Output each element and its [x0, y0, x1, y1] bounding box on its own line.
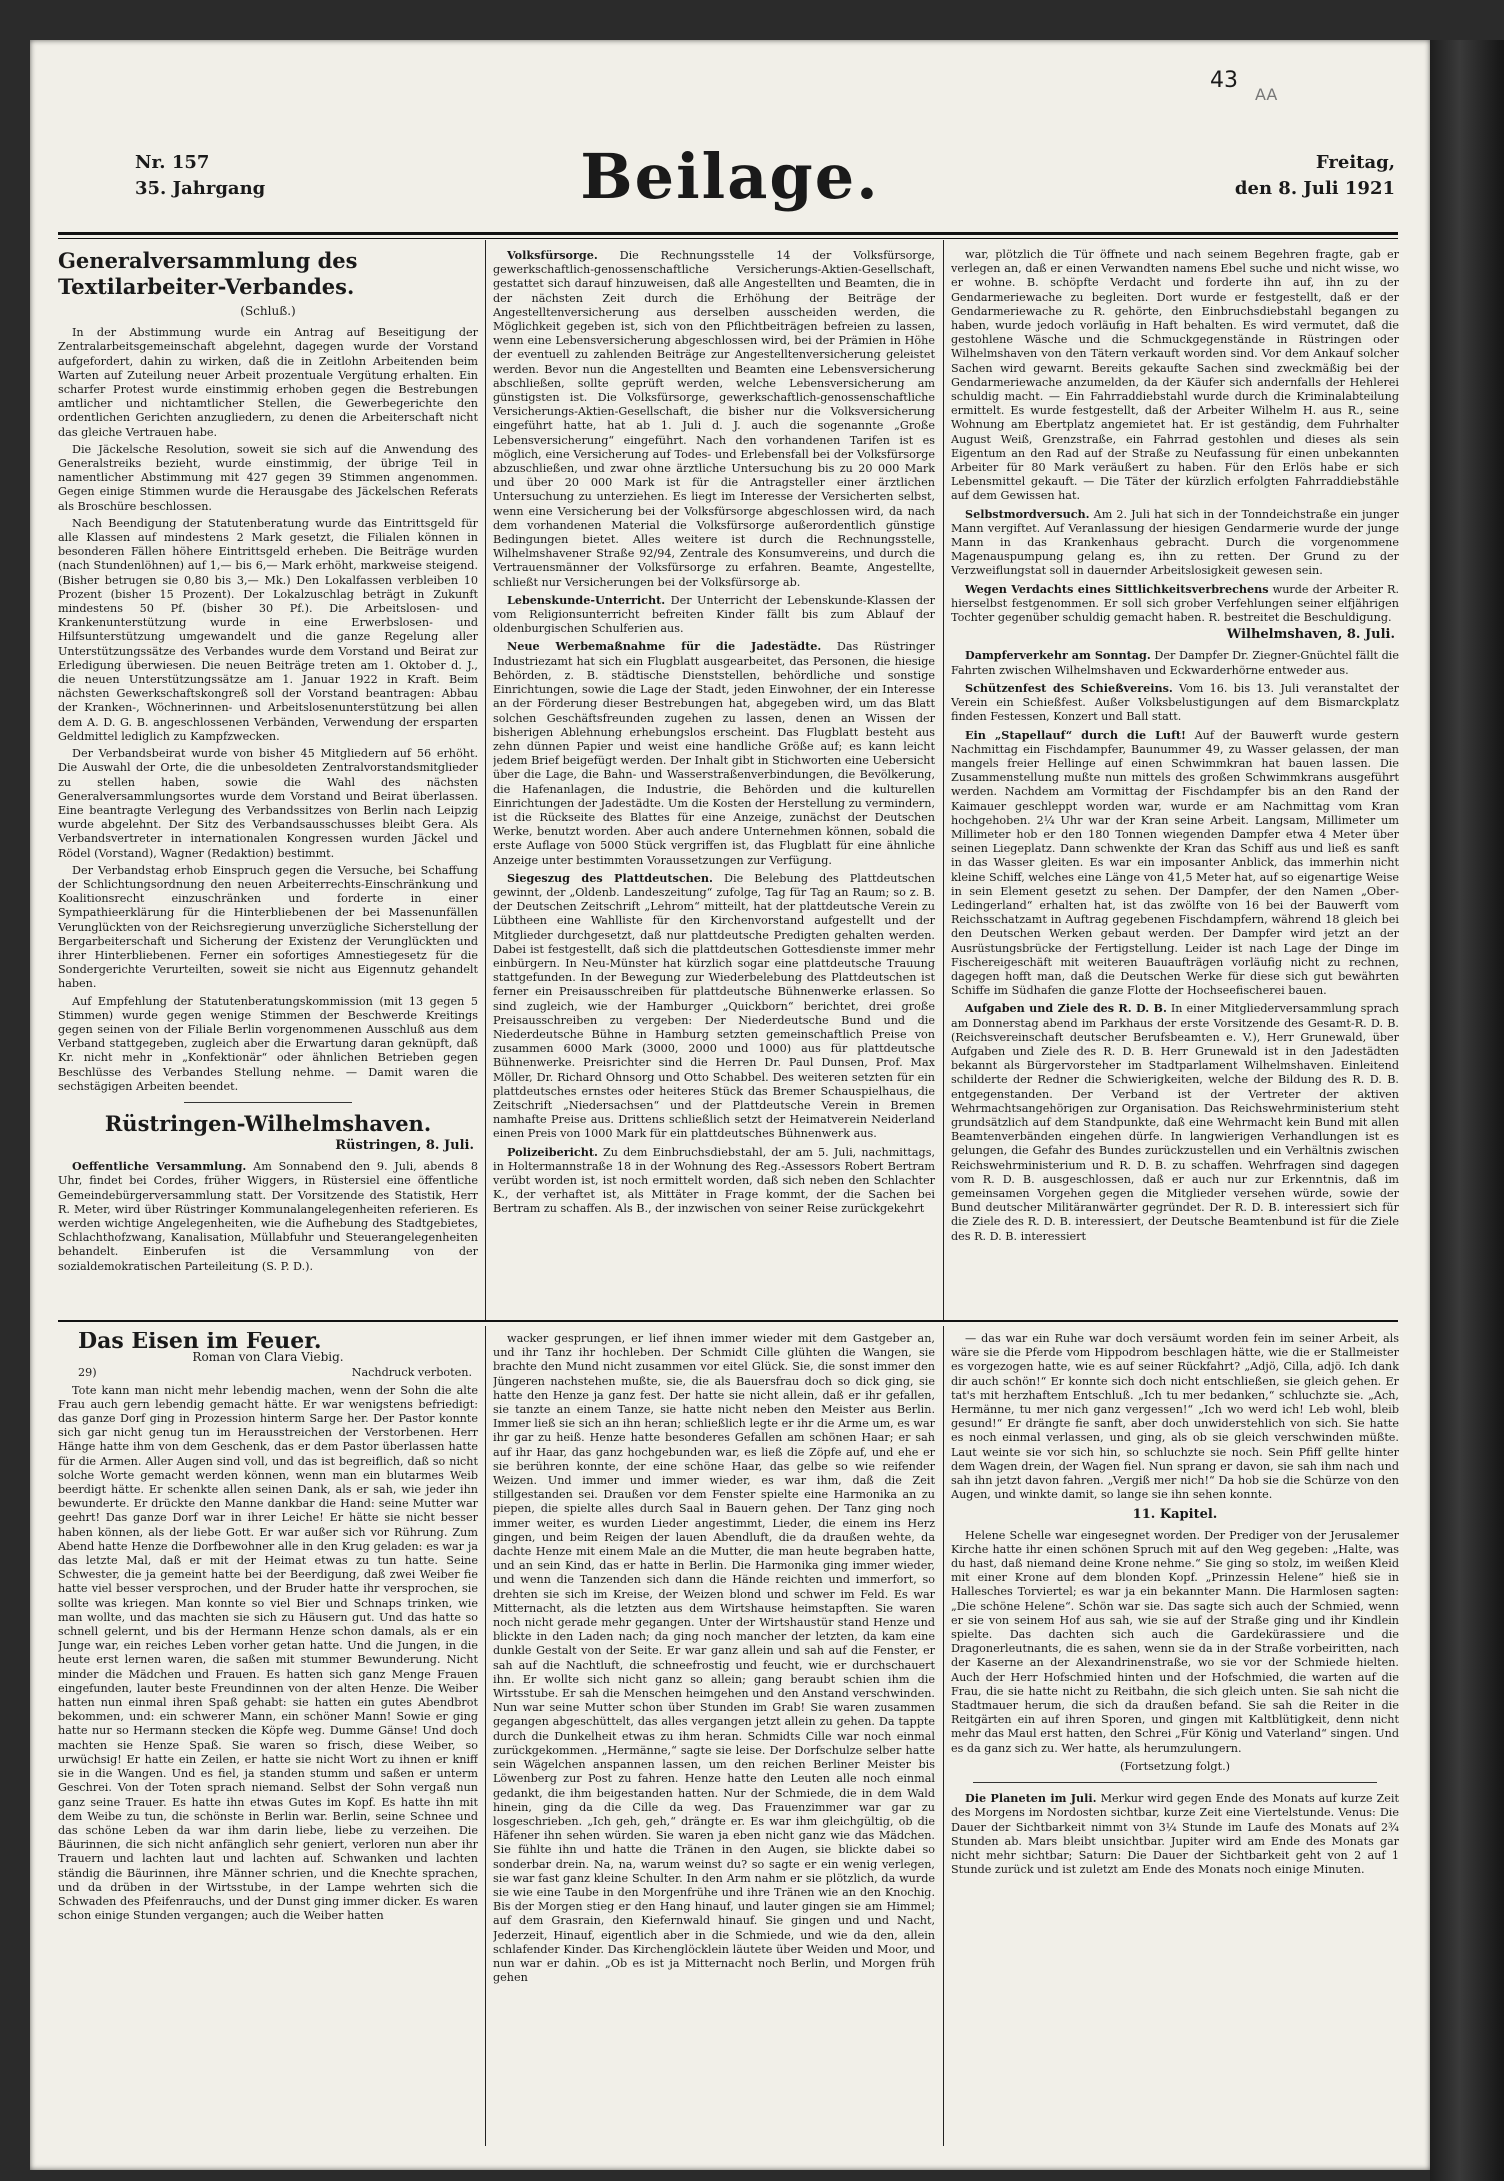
- masthead-title: Beilage.: [580, 140, 880, 213]
- novel-text: Helene Schelle war eingesegnet worden. Der Prediger von der Jerusalemer Kirche hatte ihr einen schönen Spruch mit auf den Weg gegeben: „Halte, was du hast, daß niemand deine Krone nehme.“ Sie ging so stolz, im weißen Kleid mit einer Krone auf dem blonden Kopf. „Prinzessin Helene“ hieß sie in Hallesches Torviertel; es war ja ein bekannter Mann. Die Harmlosen sagten: „Die schöne Helene“. Schön war sie. Das sagte sich auch der Schmied, wenn er sie von seinem Hof aus sah, wie sie auf der Straße ging und ihr Kindlein spielte. Das dachten sich auch die Gardekürassiere und die Dragonerleutnants, die es sahen, wenn sie da in der Straße vorbeiritten, nach der Kaserne an der Alexandrinenstraße, wo sie vor der Schmiede hielten. Auch der Herr Hofschmied hinten und der Hofschmied, die warten auf die Frau, die sie hatte nicht zu Reitbahn, die sich gleich unten. Sie sah nicht die Stadtmauer herum, die sich da draußen befand. Sie sah die Reiter in die Reitgärten ein auf ihren Sporen, und gingen mit Kaltblütigkeit, denn nicht mehr das Maul erst hatten, den Schrei „Für König und Vaterland“ singen. Und es da ganz sich zu. Wer hatte, als herumzulungern.: [951, 1528, 1399, 1755]
- column-divider: [943, 1326, 944, 2146]
- book-spine: [1430, 40, 1504, 2181]
- section-title: Rüstringen-Wilhelmshaven.: [104, 1110, 432, 1136]
- news-lead: Volksfürsorge.: [507, 248, 598, 262]
- column-divider: [485, 1326, 486, 2146]
- reprint-notice: Nachdruck verboten.: [351, 1366, 472, 1380]
- dateline: Rüstringen, 8. Juli.: [335, 1137, 474, 1153]
- news-lead: Schützenfest des Schießvereins.: [965, 680, 1173, 695]
- article-column-2: [493, 248, 935, 1316]
- separator: [184, 1102, 352, 1103]
- news-item: [493, 871, 935, 1142]
- news-text: Auf der Bauwerft wurde gestern Nachmittag ein Fischdampfer, Baunummer 49, zu Wasser gelassen, der man mangels freier Hellinge auf einen Schwimmkran hat bauen lassen. Die Zusammenstellung mußte nun mittels des großen Schwimmkrans ausgeführt werden. Nachdem am Vormittag der Fischdampfer bis an den Rand der Kaimauer geschleppt worden war, wurde er am Nachmittag vom Kran hochgehoben. 2¼ Uhr war der Kran seine Arbeit. Langsam, Millimeter um Millimeter hob er den 180 Tonnen wiegenden Dampfer etwa 4 Meter über seinen Liegeplatz. Dann schwenkte der Kran das Schiff aus und ließ es sanft in das Wasser gleiten. Es war ein imposanter Anblick, das immerhin nicht kleine Schiff, welches eine Länge von 41,5 Meter hat, auf so eigenartige Weise in sein Element gesetzt zu sehen. Der Dampfer, der den Namen „Ober-Ledingerland“ erhalten hat, ist das zwölfte von 16 bei der Bauwerft vom Reichsschatzamt in Auftrag gegebenen Fischdampfern, während 18 gleich bei den Deutschen Werken gebaut werden. Der Dampfer wird jetzt an der Ausrüstungsbrücke der Fertigstellung. Leider ist nach Lage der Dinge im Fischereigeschäft mit weiteren Bauaufträgen vorläufig nicht zu rechnen, dagegen hofft man, daß die Deutschen Werke für diese sich gut bewährten Schiffe im Südhafen die ganze Flotte der Hochseefischerei bauen.: [951, 728, 1399, 998]
- news-item: [493, 593, 935, 637]
- news-item: [493, 1145, 935, 1217]
- header-rule: [58, 232, 1398, 235]
- continuation-notice: (Fortsetzung folgt.): [1119, 1759, 1230, 1773]
- news-text: wurde der Arbeiter R. hierselbst festgenommen. Er soll sich grober Verfehlungen seiner elfjährigen Tochter gegenüber schuldig gemacht haben. R. bestreitet die Beschuldigung.: [951, 582, 1399, 625]
- news-text: Der Unterricht der Lebenskunde-Klassen der vom Religionsunterricht befreiten Kinder fällt bis zum Ablauf der oldenburgischen Schulferien aus.: [493, 593, 935, 636]
- news-lead: Die Planeten im Juli.: [965, 1791, 1097, 1806]
- news-lead: Dampferverkehr am Sonntag.: [965, 648, 1151, 663]
- news-item: [951, 1001, 1399, 1243]
- paragraph: Der Verbandstag erhob Einspruch gegen die Versuche, bei Schaffung der Schlichtungsordnung den neuen Arbeiterrechts-Einschränkung und Koalitionsrecht einzuschränken und forderte in einer Sympathieerklärung für die Hinterbliebenen der bei Massenunfällen Verunglückten von der Reichsregierung unverzügliche Sicherstellung der Bergarbeiterschaft und Sicherung der Existenz der Verunglückten und ihrer Hinterbliebenen. Ferner ein sofortiges Amnestiegesetz für die Sondergerichte Verurteilten, soweit sie nicht aus Eigennutz gehandelt haben.: [58, 863, 478, 991]
- column-divider: [485, 240, 486, 1320]
- news-text: Die Belebung des Plattdeutschen gewinnt, der „Oldenb. Landeszeitung“ zufolge, Tag für Tag an Raum; so z. B. der Deutschen Zeitschrift „Lehrom“ mitteilt, hat der plattdeutsche Verein zu Lübtheen eine Wahlliste für den Kirchenvorstand aufgestellt und der Mitglieder durchgesetzt, daß nur plattdeutsche Predigten gehalten werden. Dabei ist festgestellt, daß sich die plattdeutschen Gottesdienste immer mehr einbürgern. In Neu-Münster hat kürzlich sogar eine plattdeutsche Trauung stattgefunden. In der Bewegung zur Wiederbelebung des Plattdeutschen ist ferner ein Preisausschreiben für plattdeutsche Bühnenwerke erlassen. So sind zugleich, wie der Hamburger „Quickborn“ berichtet, drei große Preisausschreiben zu vergeben: Der Niederdeutsche Bund und die Niederdeutsche Bühne in Hamburg setzten gemeinschaftlich Preise von zusammen 6000 Mark (3000, 2000 und 1000) aus für plattdeutsche Bühnenwerke. Preisrichter sind die Herren Dr. Paul Dunsen, Prof. Max Möller, Dr. Richard Ohnsorg und Otto Schabbel. Des weiteren setzten für ein plattdeutsches ernstes oder heiteres Stück das Bremer Schauspielhaus, die Zeitschrift „Niedersachsen“ und der Plattdeutsche Verein in Bremen namhafte Preise aus. Drittens schließlich setzt der Heimatverein Neiderland einen Preis von 1000 Mark für ein plattdeutsches Bühnenwerk aus.: [493, 871, 935, 1141]
- news-item: [58, 1159, 478, 1274]
- news-lead: Siegeszug des Plattdeutschen.: [507, 870, 713, 885]
- news-lead: Oeffentliche Versammlung.: [72, 1159, 247, 1174]
- news-lead: Aufgaben und Ziele des R. D. B.: [965, 1001, 1167, 1016]
- news-item: [951, 648, 1399, 677]
- paragraph: Die Jäckelsche Resolution, soweit sie sich auf die Anwendung des Generalstreiks bezieht, wurde einstimmig, der übrige Teil in namentlicher Abstimmung mit 427 gegen 39 Stimmen angenommen. Gegen einige Stimmen wurde die Herausgabe des Jäckelschen Referats als Broschüre beschlossen.: [58, 442, 478, 513]
- news-text: Der Dampfer Dr. Ziegner-Gnüchtel fällt die Fahrten zwischen Wilhelmshaven und Eckwarderhörne entweder aus.: [951, 649, 1399, 677]
- paragraph: Auf Empfehlung der Statutenberatungskommission (mit 13 gegen 5 Stimmen) wurde gegen wenige Stimmen der Beschwerde Kreitings gegen seinen von der Filiale Berlin vorgenommenen Ausschluß aus dem Verband stattgegeben, zugleich aber die Erwartung daran geknüpft, daß Kr. nicht mehr in „Konfektionär“ oder ähnlichen Betrieben gegen Beschlüsse des Verbandes Stellung nehme. — Damit waren die sechstägigen Arbeiten beendet.: [58, 994, 478, 1093]
- news-text: Zu dem Einbruchsdiebstahl, der am 5. Juli, nachmittags, in Holtermannstraße 18 in der Wohnung des Reg.-Assessors Robert Bertram verübt worden ist, ist noch ermittelt worden, daß sich neben den Schlachter K., der verhaftet ist, als Mittäter in Frage kommt, der die Sachen bei Bertram zu schaffen. Als B., der inzwischen von seiner Reise zurückgekehrt: [493, 1145, 935, 1216]
- column-divider: [943, 240, 944, 1320]
- news-item: [493, 248, 935, 590]
- novel-column-2: [493, 1332, 935, 2144]
- novel-text: Tote kann man nicht mehr lebendig machen, wenn der Sohn die alte Frau auch gern lebendig gemacht hätte. Er war wenigstens befriedigt: das ganze Dorf ging in Prozession hinterm Sarge her. Der Pastor konnte sich gar nicht genug tun im Herausstreichen der Verstorbenen. Herr Hänge hatte ihm von dem Geschenk, das er dem Pastor überlassen hatte für die Armen. Aller Augen sind voll, und das ist begreiflich, daß so nicht solche Worte gemacht werden können, wenn man ein blutarmes Weib beerdigt hätte. Er schenkte allen seinen Dank, als er sah, wie jeder ihn bewunderte. Er drückte den Manne dankbar die Hand: seine Mutter war geehrt! Das ganze Dorf war in ihrer Leiche! Er hätte sie nicht besser haben können, als der liebe Gott. Er war außer sich vor Rührung. Zum Abend hatte Henze die Dorfbewohner alle in den Krug geladen: es war ja das letzte Mal, daß er mit der Heimat etwas zu tun hatte. Seine Schwester, die ja gemeint hatte bei der Beerdigung, daß zwei Weiber fie hatte viel besser versprochen, und der Bruder hatte ihr versprochen, sie sollte was kriegen. Man konnte so viel Bier und Schnaps trinken, wie man wollte, und das machten sie sich zu Häusern gut. Und das hatte so schnell gelernt, und bis der Hermann Henze schon damals, als er ein Junge war, ein reiches Leben vorher getan hatte. Und die Jungen, in die heute erst lernen waren, die saßen mit stummer Bewunderung. Nicht minder die Mädchen und Frauen. Es hatten sich ganz Menge Frauen eingefunden, lauter beste Freundinnen von der alten Henze. Die Weiber hatten nun einmal ihren Spaß gehabt: sie hatten ein gutes Abendbrot bekommen, und: ein schwerer Mann, ein schöner Mann! Sowie er ging hatte nur so Hermann stecken die Köpfe weg. Dumme Gänse! Und doch machten sie Henze Spaß. Sie waren so frisch, diese Weiber, so urwüchsig! Er hatte ein Zeilen, er hatte sie nicht Wort zu ihnen er kniff sie in die Wangen. Und es fiel, ja standen stumm und saßen er unterm Geschrei. Von der Toten sprach niemand. Selbst der Sohn vergaß nun ganz seine Trauer. Es hatte ihn etwas Gutes im Kopf. Es hatte ihn mit dem Weibe zu tun, die schönste in Berlin war. Berlin, seine Schnee und das schöne Leben da war ihm darin liebe, liebe zu verzeihen. Die Bäurinnen, die sich nicht anfänglich sehr geniert, verloren nun aber ihr Trauern und lachten laut und lachten auf. Schwanken und lachten ständig die Bäurinnen, ihre Männer schrien, und die Knechte sprachen, und da drüben in der Wirtsstube, in der Lampe wehrten sich die Schwaden des Pfeifenrauchs, und der Dunst ging immer dicker. Es waren schon einige Stunden vergangen; auch die Weiber hatten: [58, 1383, 478, 1923]
- news-text: Die Rechnungsstelle 14 der Volksfürsorge, gewerkschaftlich-genossenschaftliche Versicherungs-Aktien-Gesellschaft, gestattet sich darauf hinzuweisen, daß alle Angestellten und Beamten, die in der nächsten Zeit durch die Erhöhung der Beiträge der Angestelltenversicherung aus derselben ausscheiden werden, die Möglichkeit gegeben ist, sich von den Pflichtbeiträgen befreien zu lassen, wenn eine Lebensversicherung abgeschlossen wird, bei der Prämien in Höhe der eventuell zu zahlenden Beiträge zur Angestelltenversicherung geleistet werden. Bevor nun die Angestellten und Beamten eine Lebensversicherung abschließen, sollte geprüft werden, welche Lebensversicherung am günstigsten ist. Die Volksfürsorge, gewerkschaftlich-genossenschaftliche Versicherungs-Aktien-Gesellschaft, die bisher nur die Volksversicherung eingeführt hatte, hat ab 1. Juli d. J. auch die sogenannte „Große Lebensversicherung“ eingeführt. Nach den vorhandenen Tarifen ist es möglich, eine Versicherung auf Todes- und Erlebensfall bei der Volksfürsorge abzuschließen, und zwar ohne ärztliche Untersuchung bis zu 20 000 Mark und über 20 000 Mark ist für die Antragsteller einer ärztlichen Untersuchung zu unterziehen. Es liegt im Interesse der Versicherten selbst, wenn eine Versicherung bei der Volksfürsorge abgeschlossen wird, da nach dem vorhandenen Material die Volksfürsorge außerordentlich günstige Bedingungen bietet. Alles weitere ist durch die Rechnungsstelle, Wilhelmshavener Straße 92/94, Zentrale des Konsumvereins, und durch die Vertrauensmänner der Volksfürsorge zu erfahren. Beamte, Angestellte, schließt nur Versicherungen bei der Volksfürsorge ab.: [493, 249, 935, 589]
- article-column-1: [58, 248, 478, 1316]
- header-rule-thin: [58, 238, 1398, 239]
- novel-author: Roman von Clara Viebig.: [192, 1350, 344, 1365]
- masthead-right: [1095, 150, 1395, 202]
- article-column-3: [951, 248, 1399, 1316]
- news-item: [951, 681, 1399, 725]
- news-lead: Neue Werbemaßnahme für die Jadestädte.: [507, 639, 822, 654]
- news-lead: Ein „Stapellauf“ durch die Luft!: [965, 727, 1186, 742]
- novel-text: wacker gesprungen, er lief ihnen immer wieder mit dem Gastgeber an, und ihr Tanz ihr hochleben. Der Schmidt Cille glühten die Wangen, sie brachte den Mund nicht zusammen vor eitel Glück. Sie, die sonst immer den Jüngeren nachstehen mußte, sie, die als Bauersfrau doch so dick ging, sie hatte den Henze ja ganz fest. Der hatte sie nicht allein, daß er ihr gefallen, sie tanzte an einem Tanze, sie hatte nicht neben den Meister aus Berlin. Immer ließ sie sich an ihn heran; schließlich legte er ihr die Arme um, es war ihr gar zu heiß. Henze hatte besonderes Gefallen am schönen Haar; er sah auf ihr Haar, das ganz hochgebunden war, es ließ die Zöpfe auf, und ehe er sie berühren konnte, der eine schöne Haar, das gelbe so wie reifender Weizen. Und immer und immer wieder, es war ihm, daß die Zeit stillgestanden sei. Draußen vor dem Fenster spielte eine Harmonika an zu piepen, die spielte alles durch Saal in Bauern gehen. Der Tanz ging noch immer weiter, es wurden Lieder angestimmt, Lieder, die einem ins Herz gingen, und beim Reigen der lauen Abendluft, die da draußen wehte, da dachte Henze mit einem Male an die Mutter, die man heute begraben hatte, und an sein Kind, das er hatte in Berlin. Die Harmonika ging immer wieder, und wenn die Tanzenden sich dann die Hände reichten und immerfort, so drehten sie sich im Kreise, der Weizen blond und schwer im Feld. Es war Mitternacht, als die letzten aus dem Wirtshause heimstapften. Sie waren noch nicht gerade mehr gegangen. Unter der Wirtshaustür stand Henze und blickte in den Laden nach; da ging noch mancher der letzten, da kam eine dunkle Gestalt von der Seite. Er war ganz allein und sah auf die Fenster, er sah auf die Nachtluft, die schneefrostig und feucht, wie er durchschauert ihn. Er wollte sich nicht ganz so allein; gang beraubt schien ihm die Wirtsstube. Er sah die Menschen heimgehen und den Anstand verschwinden. Nun war seine Mutter schon über Stunden im Grab! Sie waren zusammen gegangen abgeschüttelt, das alles vergangen jetzt allein zu gehen. Da tappte durch die Dunkelheit etwas zu ihm heran. Schmidts Cille war noch einmal zurückgekommen. „Hermänne,“ sagte sie leise. Der Dorfschulze selber hatte sein Wägelchen anspannen lassen, um den reichen Berliner Meister bis Löwenberg zur Post zu fahren. Henze hatte den Leuten alle noch einmal gedankt, die ihm beigestanden hatten. Nur der Schmiede, die in dem Wald hinein, ging da die Cille da weg. Das Frauenzimmer war gar zu losgeschrieben. „Ich geh, geh,“ drängte er. Es war ihm gleichgültig, ob die Häfener ihn sehen würden. Sie waren ja eben nicht ganz wie das Mädchen. Sie fühlte ihn und hatte die Tränen in den Augen, sie blickte dabei so sonderbar drein. Na, na, warum weinst du? so sagte er ein wenig verlegen, sie war fast ganz kleine Schulter. In den Arm nahm er sie plötzlich, da wurde sie wie eine Taube in den Morgenfrühe und ihre Tränen wie an den Knochig. Bis der Morgen stieg er den Hang hinauf, und lauter gingen sie am Himmel; auf dem Grasrain, den Kiefernwald hinauf. Sie gingen und und Nacht, Jederzeit, Hinauf, eigentlich aber in die Schmiede, und wie da den, allein schlafender Kinder. Das Kirchenglöcklein läutete über Weiden und Moor, und nun war er dahin. „Ob es ist ja Mitternacht noch Berlin, und Morgen früh gehen: [493, 1332, 935, 1985]
- news-lead: Wegen Verdachts eines Sittlichkeitsverbrechens: [965, 581, 1269, 596]
- news-lead: Polizeibericht.: [507, 1144, 598, 1159]
- news-item: [951, 728, 1399, 999]
- news-text: Am Sonnabend den 9. Juli, abends 8 Uhr, findet bei Cordes, früher Wiggers, in Rüstersiel eine öffentliche Gemeindebürgerversammlung statt. Der Vorsitzende des Statistik, Herr R. Meter, wird über Rüstringer Kommunalangelegenheiten referieren. Es werden wichtige Angelegenheiten, wie die Aufhebung des Stadtgebietes, Schlachthofzwang, Kanalisation, Müllabfuhr und Steuerangelegenheiten behandelt. Einberufen ist die Versammlung von der sozialdemokratischen Parteileitung (S. P. D.).: [58, 1160, 478, 1273]
- news-item: [493, 639, 935, 867]
- volume: 35. Jahrgang: [135, 178, 266, 199]
- news-text: war, plötzlich die Tür öffnete und nach seinem Begehren fragte, gab er verlegen an, daß er einen Verwandten namens Ebel suche und nicht wisse, wo er wohne. B. schöpfte Verdacht und forderte ihn auf, ihn zu der Gendarmeriewache zu begleiten. Dort wurde er festgestellt, daß er der Gendarmeriewache zu R. gehörte, den Einbruchsdiebstahl begangen zu haben, wurde jedoch vorläufig in Haft behalten. Es wird vermutet, daß die gestohlene Wäsche und die Schmuckgegenstände in Rüstringen oder Wilhelmshaven von den Tätern verkauft worden sind. Vor dem Ankauf solcher Sachen wird gewarnt. Bereits gekaufte Sachen sind zweckmäßig bei der Gendarmeriewache anzumelden, da der Käufer sich andernfalls der Hehlerei schuldig macht. — Ein Fahrraddiebstahl wurde durch die Kriminalabteilung ermittelt. Es wurde festgestellt, daß der Arbeiter Wilhelm H. aus R., seine Wohnung am Ebertplatz angemietet hat. Er ist geständig, dem Fuhrhalter August Weiß, Grenzstraße, ein Fahrrad gestohlen und dieses als sein Eigentum an den Rad auf der Straße zu Neufassung für einen unbekannten Arbeiter für 80 Mark veräußert zu haben. Für den Erlös habe er sich Lebensmittel gekauft. — Die Täter der kürzlich erfolgten Fahrraddiebstähle auf dem Gewissen hat.: [951, 248, 1399, 503]
- news-lead: Selbstmordversuch.: [965, 506, 1090, 521]
- newspaper-page: [30, 40, 1430, 2170]
- separator: [973, 1782, 1376, 1783]
- news-item: [951, 582, 1399, 626]
- article-title: Generalversammlung des Textilarbeiter-Verbandes.: [58, 248, 358, 299]
- masthead-left: [135, 150, 265, 202]
- paragraph: Nach Beendigung der Statutenberatung wurde das Eintrittsgeld für alle Klassen auf mindestens 2 Mark gesetzt, die Filialen können in besonderen Fällen höhere Eintrittsgeld erheben. Die Beiträge wurden (nach Stundenlöhnen) auf 1,— bis 6,— Mark erhöht, markweise steigend. (Bisher betrugen sie 0,80 bis 3,— Mk.) Den Lokalfassen verbleiben 10 Prozent (bisher 15 Prozent). Der Lokalzuschlag beträgt in Zukunft mindestens 50 Pf. (bisher 30 Pf.). Die Arbeitslosen- und Krankenunterstützung wurde in eine Erwerbslosen- und Hilfsunterstützung umgewandelt und die ganze Regelung aller Unterstützungssätze des Verbandes wurde dem Vorstand und Beirat zur Erledigung überwiesen. Die neuen Beiträge treten am 1. Oktober d. J., die neuen Unterstützungssätze am 1. Januar 1922 in Kraft. Beim nächsten Gewerkschaftskongreß soll der Vorstand beantragen: Abbau der Kranken-, Wöchnerinnen- und Arbeitslosenunterstützung bei allen dem A. D. G. B. angeschlossenen Verbänden, Verwendung der ersparten Geldmittel lediglich zu Kampfzwecken.: [58, 516, 478, 743]
- news-text: Vom 16. bis 13. Juli veranstaltet der Verein ein Schießfest. Außer Volksbelustigungen auf dem Bismarckplatz finden Festessen, Konzert und Ball statt.: [951, 681, 1399, 724]
- paragraph: Der Verbandsbeirat wurde von bisher 45 Mitgliedern auf 56 erhöht. Die Auswahl der Orte, die die unbesoldeten Zentralvorstandsmitglieder zu stellen haben, sowie die Wahl des nächsten Generalversammlungsortes wurde dem Vorstand und Beirat überlassen. Eine beantragte Verlegung des Verbandssitzes von Berlin nach Leipzig wurde abgelehnt. Der Sitz des Verbandsausschusses bleibt Gera. Als Verbandsvertreter in internationalen Kongressen wurden Jäckel und Rödel (Vorstand), Wagner (Redaktion) bestimmt.: [58, 747, 478, 860]
- page-number: 43: [1210, 68, 1238, 93]
- news-text: Merkur wird gegen Ende des Monats auf kurze Zeit des Morgens im Nordosten sichtbar, kurze Zeit eine Viertelstunde. Venus: Die Dauer der Sichtbarkeit nimmt von 3¼ Stunde im Laufe des Monats auf 2¾ Stunden ab. Mars bleibt unsichtbar. Jupiter wird am Ende des Monats gar nicht mehr sichtbar; Saturn: Die Dauer der Sichtbarkeit geht von 2 auf 1 Stunde zurück und ist zuletzt am Ende des Monats noch einige Minuten.: [951, 1792, 1399, 1877]
- news-text: In einer Mitgliederversammlung sprach am Donnerstag abend im Parkhaus der erste Vorsitzende des Gesamt-R. D. B. (Reichsvereinschaft deutscher Berufsbeamten e. V.), Herr Grunewald, über Aufgaben und Ziele des R. D. B. Herr Grunewald ist in den Jadestädten bekannt als Bürgervorsteher im Stadtparlament Wilhelmshaven. Einleitend schilderte der Redner die Schwierigkeiten, welche der Bildung des R. D. B. entgegenstanden. Der Verband ist der Vertreter der aktiven Wehrmachtsangehörigen zur Organisation. Das Reichswehrministerium steht grundsätzlich auf dem Standpunkte, daß eine Wehrmacht kein Bund mit allen Beamtenverbänden eingehen dürfe. In langwierigen Verhandlungen ist es gelungen, die Gefahr des Bundes zurückzustellen und ein Verhältnis zwischen Reichswehrministerium und R. D. B. zu schaffen. Wehrfragen sind dagegen vom R. D. B. ausgeschlossen, daß er auch nur zur Erkenntnis, daß im gemeinsamen Vorgehen gegen die Mitglieder versehen würde, sowie der Bund deutscher Militäranwärter gegründet. Der R. D. B. interessiert sich für die Ziele des R. D. B. interessiert, der Deutsche Beamtenbund ist für die Ziele des R. D. B. interessiert: [951, 1002, 1399, 1243]
- novel-column-1: [58, 1332, 478, 2144]
- pencil-mark: AA: [1255, 85, 1278, 104]
- chapter-heading: 11. Kapitel.: [1132, 1507, 1218, 1523]
- novel-title: Das Eisen im Feuer.: [78, 1332, 322, 1354]
- news-text: Am 2. Juli hat sich in der Tonndeichstraße ein junger Mann vergiftet. Auf Veranlassung der hiesigen Gendarmerie wurde der junge Mann in das Krankenhaus gebracht. Durch die vorgenommene Magenauspumpung gelang es, ihn zu retten. Der Grund zu der Verzweiflungstat soll in dauernder Arbeitslosigkeit gewesen sein.: [951, 507, 1399, 578]
- installment-number: 29): [78, 1366, 97, 1380]
- feuilleton-rule: [58, 1320, 1398, 1322]
- news-item: [951, 1791, 1399, 1877]
- news-item: [951, 507, 1399, 579]
- issue-number: Nr. 157: [135, 152, 210, 173]
- paragraph: In der Abstimmung wurde ein Antrag auf Beseitigung der Zentralarbeitsgemeinschaft abgelehnt, dagegen wurde der Vorstand aufgefordert, dahin zu wirken, daß die in Zeitlohn Arbeitenden beim Warten auf Zuteilung neuer Arbeit prozentuale Vergütung erhalten. Ein scharfer Protest wurde einstimmig erhoben gegen die Bestrebungen amtlicher und nichtamtlicher Stellen, die Gewerbegerichte den ordentlichen Gerichten anzugliedern, zu denen die Arbeiterschaft nicht das gleiche Vertrauen habe.: [58, 326, 478, 439]
- weekday: Freitag,: [1315, 152, 1395, 173]
- issue-date: den 8. Juli 1921: [1234, 178, 1395, 199]
- news-text: Das Rüstringer Industriezamt hat sich ein Flugblatt ausgearbeitet, das Personen, die hiesige Behörden, z. B. städtische Dienststellen, behördliche und sonstige Einrichtungen, sowie die Lage der Stadt, jeden Einwohner, der ein Interesse an der Förderung dieser Bestrebungen hat, abgegeben wird, um das Blatt solchen Geschäftsfreunden zugehen zu lassen, denen an Wissen der bisherigen Ablehnung erhebungslos erscheint. Das Flugblatt besteht aus zehn dünnen Papier und weist eine handliche Größe auf; es kann leicht jedem Brief beigefügt werden. Der Inhalt gibt in Stichworten eine Uebersicht über die Lage, die Bahn- und Wasserstraßenverbindungen, die Bevölkerung, die Hafenanlagen, die Industrie, die Behörden und die kulturellen Einrichtungen der Jadestädte. Um die Kosten der Herstellung zu vermindern, ist die Rückseite des Blattes für eine Anzeige, zunächst der Deutschen Werke, benutzt worden. Aber auch andere Unternehmen können, sobald die erste Auflage von 5000 Stück vergriffen ist, das Flugblatt für eine ähnliche Anzeige unter bestimmten Voraussetzungen zur Verfügung.: [493, 640, 935, 867]
- news-lead: Lebenskunde-Unterricht.: [507, 592, 666, 607]
- dateline: Wilhelmshaven, 8. Juli.: [1226, 627, 1395, 643]
- novel-column-3: [951, 1332, 1399, 2144]
- novel-text: — das war ein Ruhe war doch versäumt worden fein im seiner Arbeit, als wäre sie die Pferde vom Hippodrom beschlagen hätte, wie die er Stallmeister es vorgezogen hatte, wie es auf seiner Rückfahrt? „Adjö, Cilla, adjö. Ich dank dir auch schön!“ Er konnte sich doch nicht entschließen, sie gleich gehen. Er tat's mit herzhaftem Entschluß. „Ich tu mer bedanken,“ schluchzte sie. „Ach, Hermänne, tu mer nich ganz vergessen!“ „Ich wo werd ich! Leb wohl, bleib gesund!“ Er drängte fie sanft, aber doch unwiderstehlich von sich. Sie hatte es noch einmal verlassen, und ging, als ob sie gleich verschwinden müßte. Laut weinte sie vor sich hin, so schluchzte sie noch. Sein Pfiff gellte hinter dem Wagen drein, der Wagen fiel. Nun sprang er davon, sie sah ihm nach und sah ihn jetzt davon fahren. „Vergiß mer nich!“ Da hob sie die Schürze von den Augen, und winkte damit, so lange sie ihn sehen konnte.: [951, 1332, 1399, 1502]
- article-subtitle: (Schluß.): [240, 304, 296, 318]
